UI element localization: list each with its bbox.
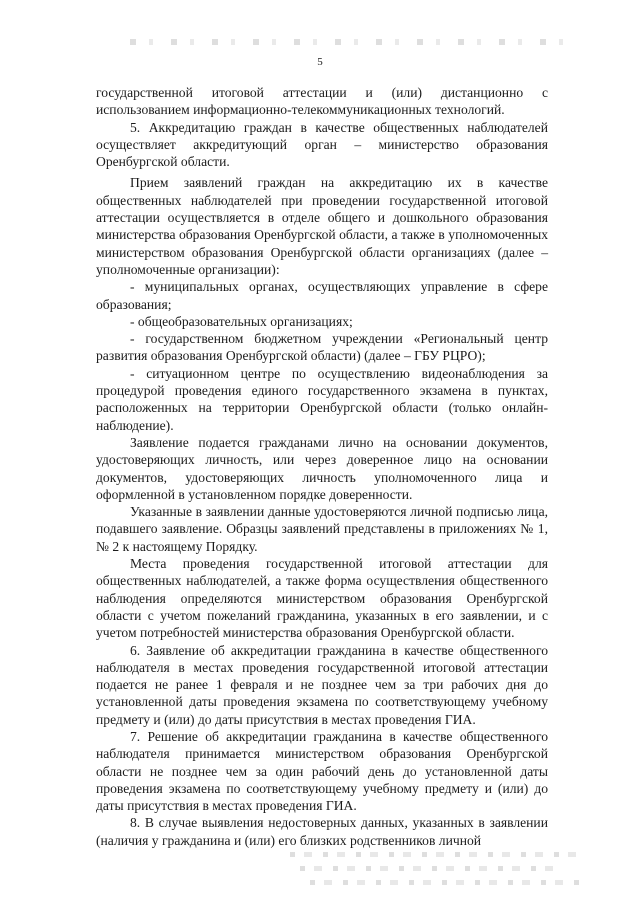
document-body (96, 84, 548, 849)
scan-artifact-bottom-3 (310, 880, 580, 885)
paragraph-item-5: 5. Аккредитацию граждан в качестве общественных наблюдателей осуществляет аккредитующий орган – министерство образования Оренбургской области. (96, 119, 548, 170)
paragraph-item-8: 8. В случае выявления недостоверных данных, указанных в заявлении (наличия у гражданина и (или) его близких родственников личной (96, 815, 548, 848)
paragraph-signature: Указанные в заявлении данные удостоверяются личной подписью лица, подавшего заявление. Образцы заявлений представлены в приложениях № 1, № 2 к настоящему Порядку. (96, 504, 548, 554)
list-item-gbu-rcro: - государственном бюджетном учреждении «Региональный центр развития образования Оренбургской области) (далее – ГБУ РЦРО); (96, 331, 548, 364)
paragraph-reception: Прием заявлений граждан на аккредитацию их в качестве общественных наблюдателей при проведении государственной итоговой аттестации осуществляется в отделе общего и дошкольного образования министерства образования Оренбургской области, а также в уполномоченных министерством образования Оренбургской области организациях (далее – уполномоченные организации): (96, 175, 548, 277)
paragraph-item-6: 6. Заявление об аккредитации гражданина в качестве общественного наблюдателя в местах проведения государственной итоговой аттестации подается не ранее 1 февраля и не позднее чем за три рабочих дня до установленной даты проведения экзамена по соответствующему учебному предмету и (или) до даты присутствия в местах проведения ГИА. (96, 642, 548, 727)
paragraph-item-7: 7. Решение об аккредитации гражданина в качестве общественного наблюдателя принимается министерством образования Оренбургской области не позднее чем за один рабочий день до установленной даты проведения экзамена по соответствующему учебному предмету и (или) до даты присутствия в местах проведения ГИА. (96, 728, 548, 814)
paragraph-continuation: государственной итоговой аттестации и (или) дистанционно с использованием информационно-телекоммуникационных технологий. (96, 85, 548, 118)
scan-artifact-top (130, 39, 570, 45)
scan-artifact-bottom-2 (300, 866, 560, 871)
paragraph-application-submission: Заявление подается гражданами лично на основании документов, удостоверяющих личность, или через доверенное лицо на основании документов, удостоверяющих личность уполномоченного лица и оформленной в установленном порядке доверенности. (96, 434, 548, 502)
list-item-situation-center: - ситуационном центре по осуществлению видеонаблюдения за процедурой проведения единого государственного экзамена в пунктах, расположенных на территории Оренбургской области (только онлайн-наблюдение). (96, 365, 548, 433)
paragraph-places: Места проведения государственной итоговой аттестации для общественных наблюдателей, а также форма осуществления общественного наблюдения определяются министерством образования Оренбургской области с учетом пожеланий гражданина, указанных в его заявлении, и с учетом потребностей министерства образования Оренбургской области. (96, 556, 548, 641)
scan-artifact-bottom-1 (290, 852, 580, 857)
page-number: 5 (317, 56, 323, 68)
list-item-schools: - общеобразовательных организациях; (130, 313, 353, 329)
list-item-municipal: - муниципальных органах, осуществляющих управление в сфере образования; (96, 279, 548, 312)
